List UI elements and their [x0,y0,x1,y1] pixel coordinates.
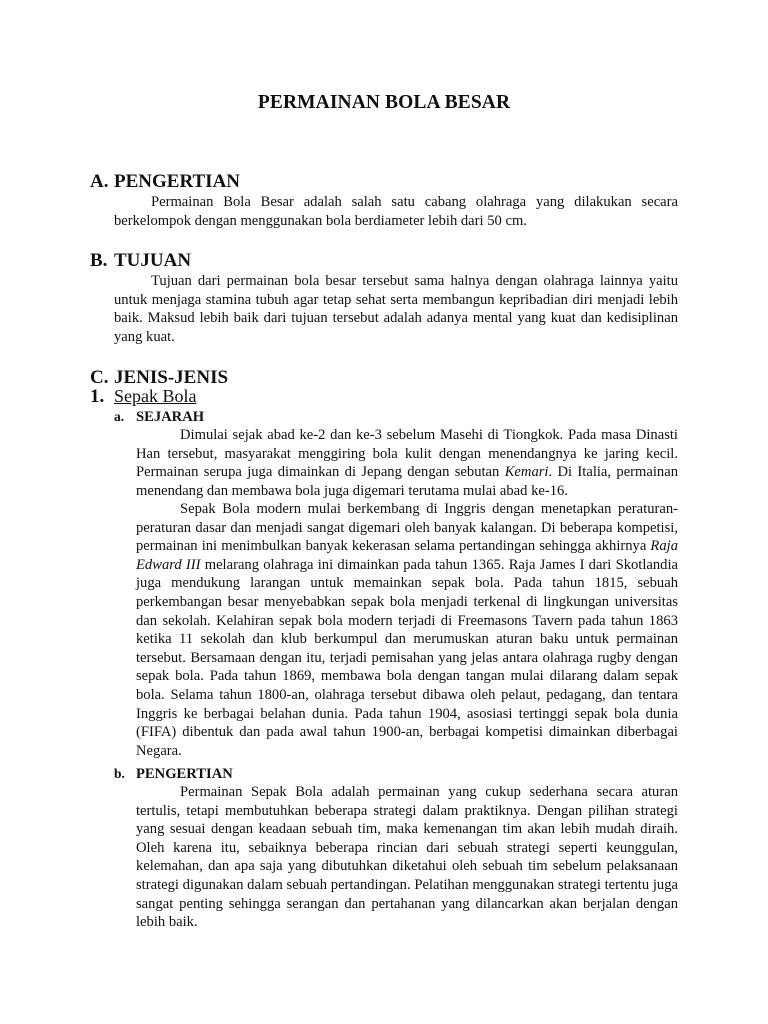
subsection-sejarah-letter: a. [114,409,125,424]
subsection-pengertian-letter: b. [114,766,125,781]
section-b-heading [90,250,191,272]
section-b-number: B. [90,250,108,271]
section-b-title: TUJUAN [114,250,192,271]
subsection-pengertian-heading [114,766,233,783]
document-title: PERMAINAN BOLA BESAR [257,92,511,113]
subsection-sejarah-heading [114,409,204,426]
sejarah-p1-italic: Kemari [504,464,549,481]
pengertian-paragraph: Permainan Sepak Bola adalah permainan yang cukup sederhana secara aturan tertulis, tetapi membutuhkan beberapa strategi dalam praktiknya. Dengan pilihan strategi yang sesuai dengan keadaan sebuah tim, maka kemenangan tim akan lebih mudah diraih. Oleh karena itu, sebaiknya beberapa rincian dari sebuah strategi seperti keunggulan, kelemahan, dan apa saja yang dibutuhkan diketahui oleh sebuah tim sebelum pelaksanaan strategi digunakan dalam sebuah pertandingan. Pelatihan menggunakan strategi tertentu juga sangat penting sehingga serangan dan pertahanan yang dilancarkan akan berjalan dengan lebih baik. [136,784,678,931]
section-a-heading [90,171,240,193]
sejarah-paragraph-2 [136,500,678,760]
section-a-number: A. [90,171,109,192]
sejarah-p2-text-b: melarang olahraga ini dimainkan pada tahun 1365. Raja James I dari Skotlandia juga mendukung larangan untuk memainkan sepak bola. Pada tahun 1815, sebuah perkembangan besar menyebabkan sepak bola menjadi terkenal di lingkungan universitas dan sekolah. Kelahiran sepak bola modern terjadi di Freemasons Tavern pada tahun 1863 ketika 11 sekolah dan klub berkumpul dan merumuskan aturan baku untuk permainan tersebut. Bersamaan dengan itu, terjadi pemisahan yang jelas antara olahraga rugby dengan sepak bola. Pada tahun 1869, membawa bola dengan tangan mulai dilarang dalam sepak bola. Selama tahun 1800-an, olahraga tersebut dibawa oleh pelaut, pedagang, dan tentara Inggris ke berbagai belahan dunia. Pada tahun 1904, asosiasi tertinggi sepak bola dunia (FIFA) dibentuk dan pada awal tahun 1900-an, berbagai kompetisi dimainkan diberbagai Negara. [136,556,679,759]
section-b-paragraph: Tujuan dari permainan bola besar tersebut sama halnya dengan olahraga lainnya yaitu untuk menjaga stamina tubuh agar tetap sehat serta membangun kepribadian diri menjadi lebih baik. Maksud lebih baik dari tujuan tersebut adalah adanya mental yang kuat dan kedisiplinan yang kuat. [114,273,678,346]
subsection-sejarah-title: SEJARAH [136,409,205,425]
sejarah-p1-text-b: . Di Italia, permainan menendang dan membawa bola juga digemari terutama mulai abad ke-16. [136,464,678,499]
section-c-title: JENIS-JENIS [114,367,229,388]
section-a-paragraph: Permainan Bola Besar adalah salah satu cabang olahraga yang dilakukan secara berkelompok dengan menggunakan bola berdiameter lebih dari 50 cm. [114,194,678,229]
sejarah-paragraph-1 [136,426,678,500]
sejarah-p2-text-a: Sepak Bola modern mulai berkembang di Inggris dengan menetapkan peraturan-peraturan dasar dan menjadi sangat digemari oleh banyak kalangan. Di beberapa kompetisi, permainan ini menimbulkan banyak kekerasan selama pertandingan sehingga akhirnya [136,501,678,555]
subsection-pengertian-title: PENGERTIAN [136,766,233,782]
sejarah-p2-italic: Raja Edward III [136,538,678,573]
section-a-title: PENGERTIAN [114,171,241,192]
item-1-label: Sepak Bola [114,386,197,406]
sejarah-p1-text-a: Dimulai sejak abad ke-2 dan ke-3 sebelum Masehi di Tiongkok. Pada masa Dinasti Han tersebut, masyarakat menggiring bola kulit dengan menendangnya ke jaring kecil. Permainan serupa juga dimainkan di Jepang dengan sebutan [136,427,678,481]
section-c-number: C. [90,367,109,388]
item-1-heading [90,386,197,408]
item-1-number: 1. [90,386,105,407]
